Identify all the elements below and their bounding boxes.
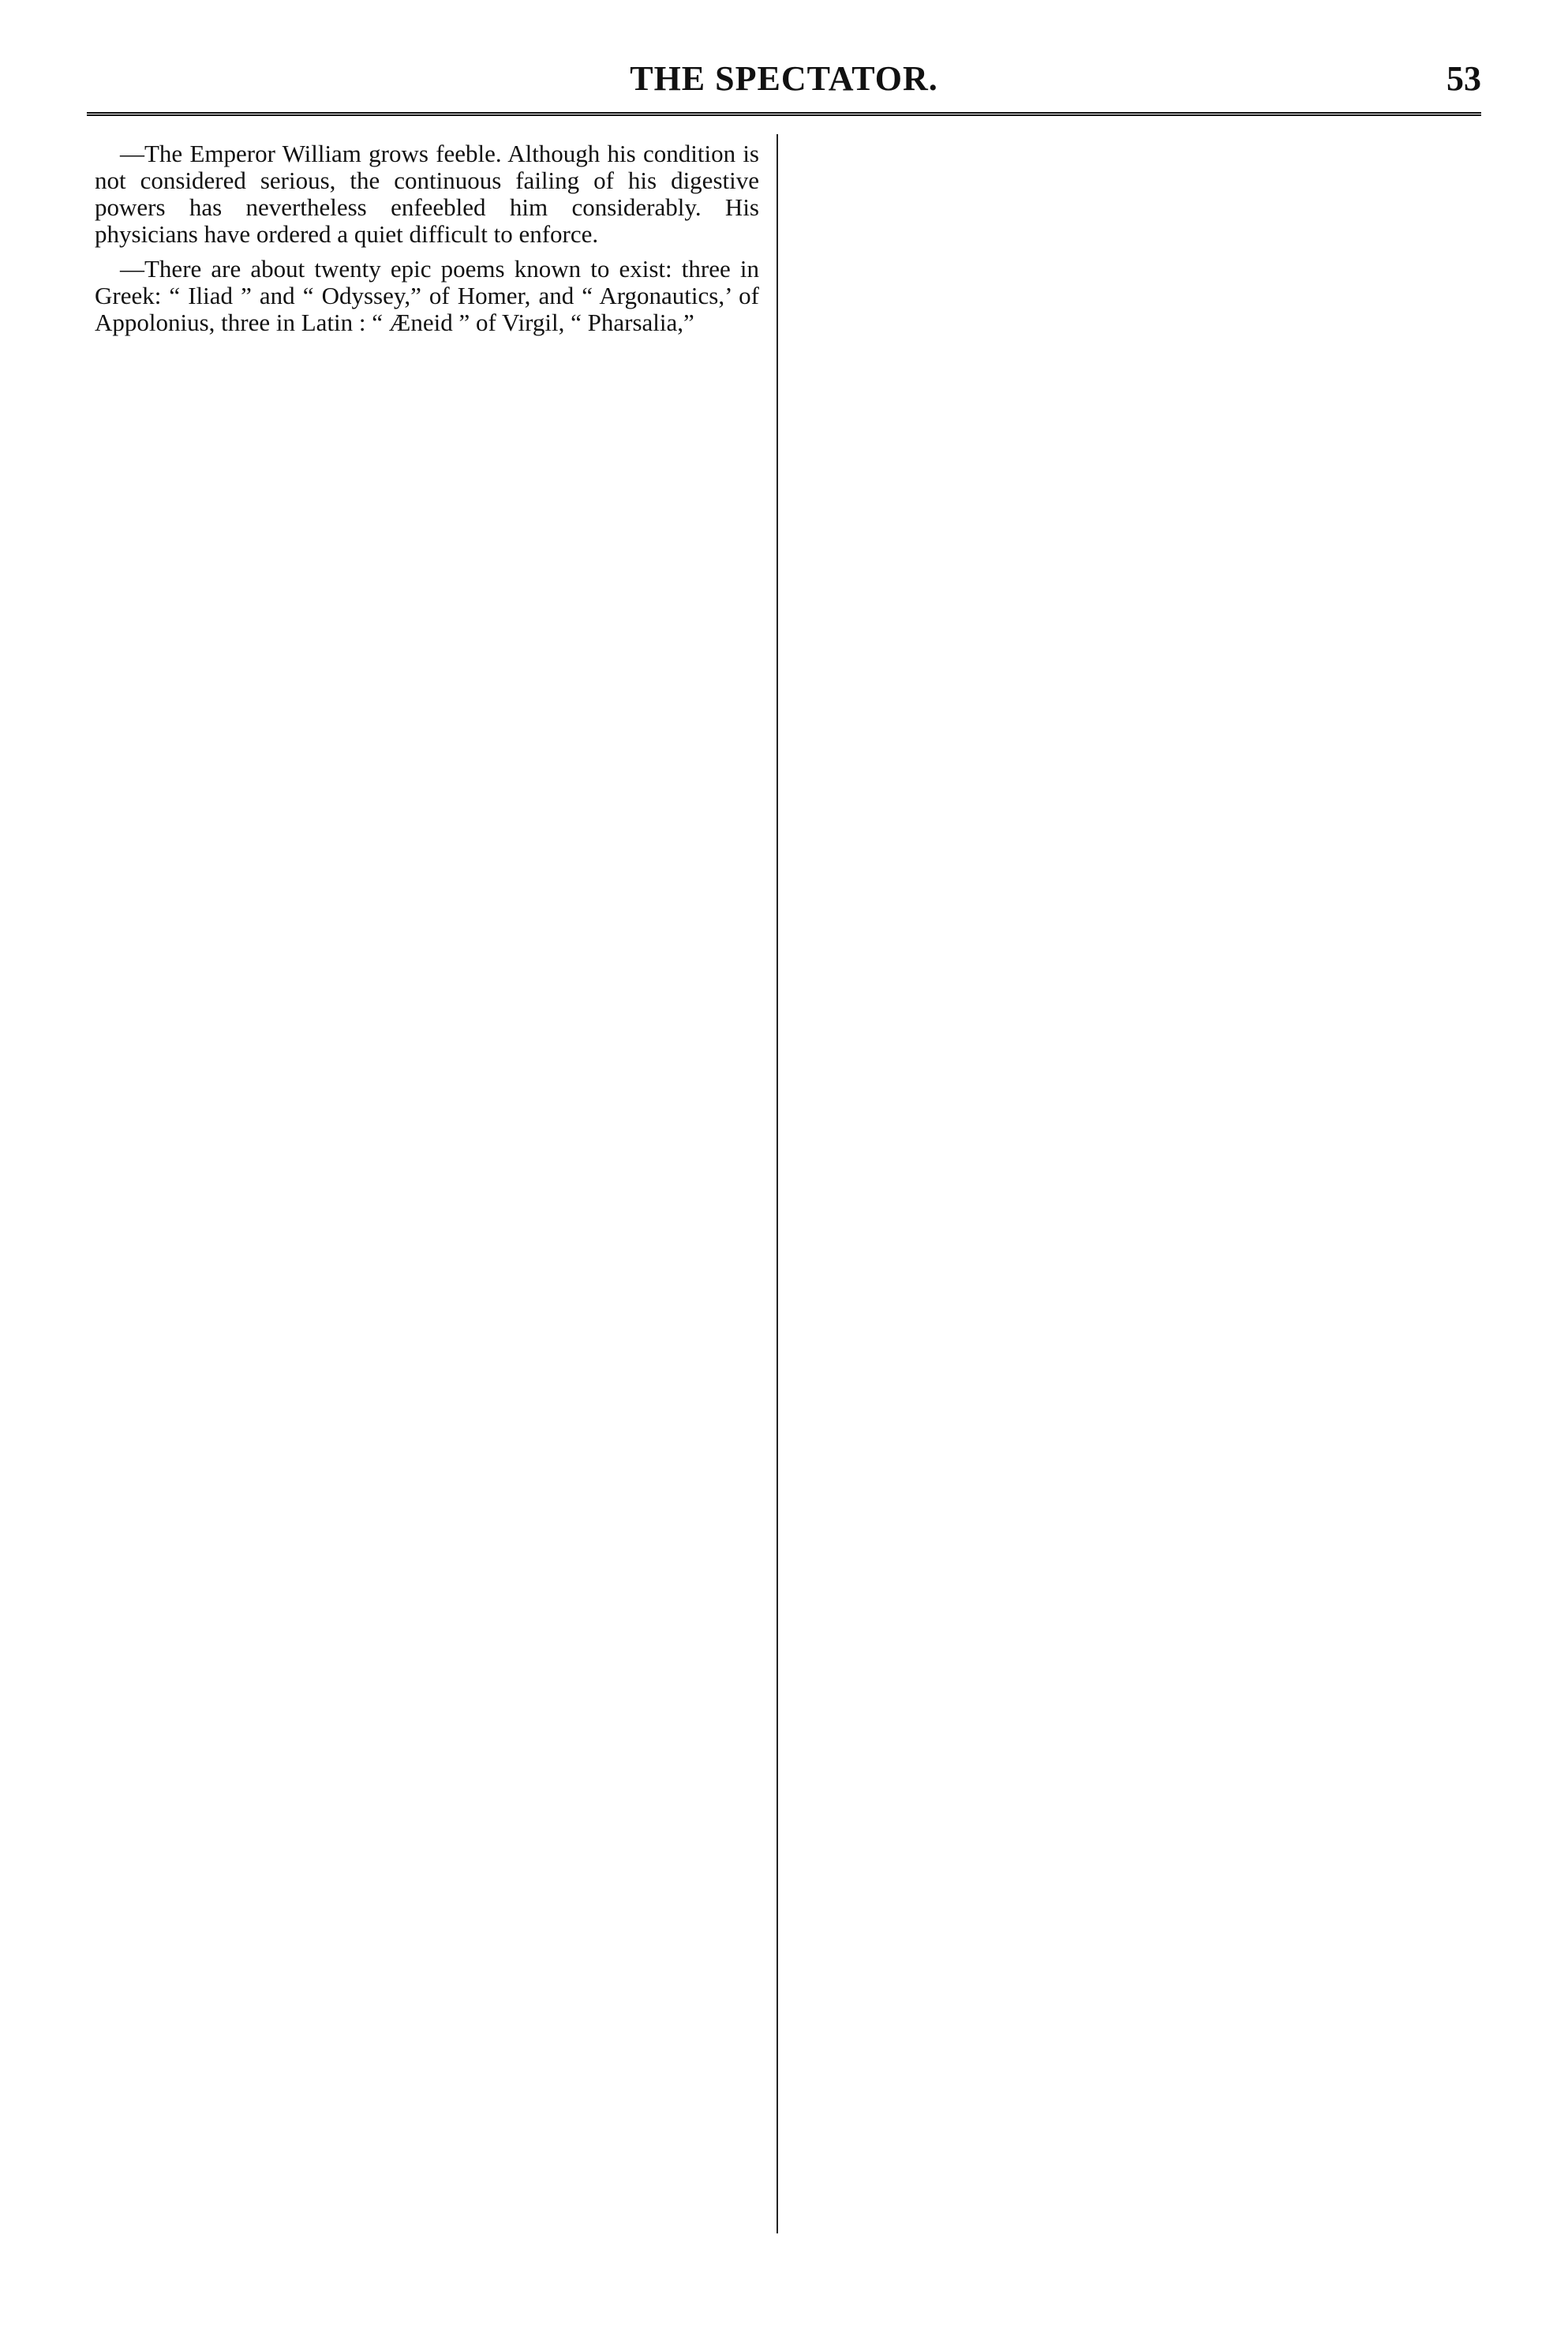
- right-column: [801, 140, 1465, 2271]
- left-column: [95, 140, 759, 2271]
- news-item-epic-poems: —There are about twenty epic poems known to exist: three in Greek: “ Iliad ” and “ Odyssey,” of Homer, and “ Argonautics,’ of Appolonius, three in Latin : “ Æneid ” of Virgil, “ Pharsalia,”: [95, 255, 759, 336]
- news-item-emperor-william: —The Emperor William grows feeble. Although his condition is not considered serious, the continuous failing of his digestive powers has nevertheless enfeebled him considerably. His physicians have ordered a quiet difficult to enforce.: [95, 140, 759, 248]
- running-head: [87, 49, 1481, 116]
- page-number: 53: [1446, 59, 1481, 98]
- page-title: THE SPECTATOR.: [630, 59, 938, 98]
- column-divider: [777, 134, 778, 2233]
